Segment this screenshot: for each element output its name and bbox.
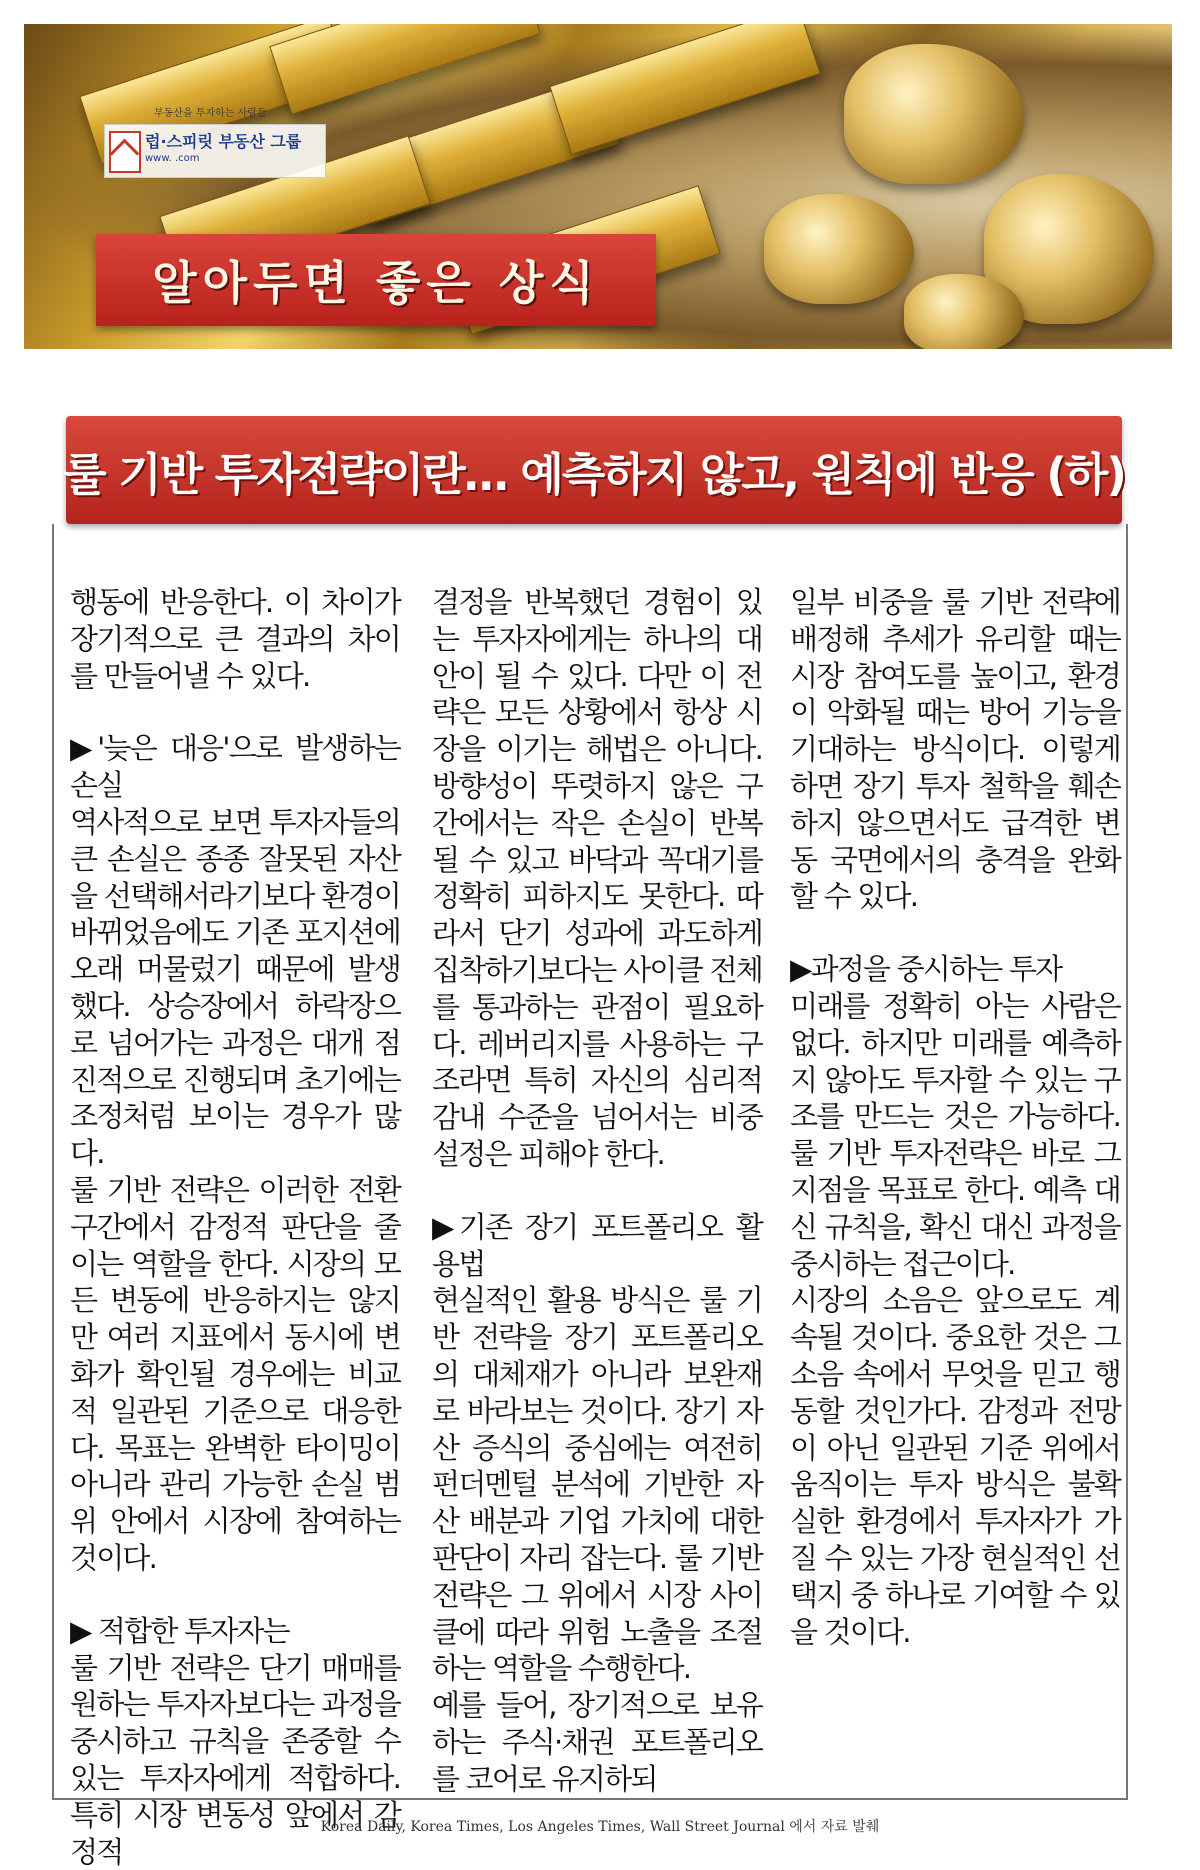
paragraph: 시장의 소음은 앞으로도 계속될 것이다. 중요한 것은 그 소음 속에서 무엇을 믿고 행동할 것인가다. 감정과 전망이 아닌 일관된 기준 위에서 움직이는 투자 방식은 불확실한 환경에서 투자자가 가질 수 있는 가장 현실적인 선택지 중 하나로 기여할 수 있을 것이다. [790,1283,1120,1649]
paragraph: 행동에 반응한다. 이 차이가 장기적으로 큰 결과의 차이를 만들어낼 수 있다. [70,585,400,693]
article-column-1 [70,584,400,1870]
logo-url: www. .com [145,153,200,164]
gold-nugget-image [764,194,914,304]
article-headline: 룰 기반 투자전략이란… 예측하지 않고, 원칙에 반응 (하) [63,447,1125,501]
paragraph: 결정을 반복했던 경험이 있는 투자자에게는 하나의 대안이 될 수 있다. 다만 이 전략은 모든 상황에서 항상 시장을 이기는 해법은 아니다. 방향성이 뚜렷하지 않은 구간에서는 작은 손실이 반복될 수 있고 바닥과 꼭대기를 정확히 피하지도 못한다. 따라서 단기 성과에 과도하게 집착하기보다는 사이클 전체를 통과하는 관점이 필요하다. 레버리지를 사용하는 구조라면 특히 자신의 심리적 감내 수준을 넘어서는 비중 설정은 피해야 한다. [432,585,762,1171]
subheading: ▶과정을 중시하는 투자 [790,952,1062,987]
paragraph: 룰 기반 전략은 이러한 전환 구간에서 감정적 판단을 줄이는 역할을 한다. 시장의 모든 변동에 반응하지는 않지만 여러 지표에서 동시에 변화가 확인될 경우에는 비교적 일관된 기준으로 대응한다. 목표는 완벽한 타이밍이 아니라 관리 가능한 손실 범위 안에서 시장에 참여하는 것이다. [70,1172,400,1575]
house-logo-icon [109,131,141,173]
paragraph: 룰 기반 전략은 단기 매매를 원하는 투자자보다는 과정을 중시하고 규칙을 존중할 수 있는 투자자에게 적합하다. 특히 시장 변동성 앞에서 감정적 [70,1650,400,1869]
article-column-3 [790,584,1120,1650]
paragraph: 예를 들어, 장기적으로 보유하는 주식·채권 포트폴리오를 코어로 유지하되 [432,1688,762,1796]
paragraph: 미래를 정확히 아는 사람은 없다. 하지만 미래를 예측하지 않아도 투자할 수 있는 구조를 만드는 것은 가능하다. 룰 기반 투자전략은 바로 그 지점을 목표로 한다. 예측 대신 규칙을, 확신 대신 과정을 중시하는 접근이다. [790,988,1120,1281]
paragraph-gap [432,1173,762,1209]
logo-name: 럽·스피릿 부동산 그룹 [145,132,302,151]
header-banner [24,24,1172,349]
company-logo [104,124,326,178]
article-headline-bar [63,416,1125,524]
gold-nugget-image [844,44,1024,184]
paragraph: 역사적으로 보면 투자자들의 큰 손실은 종종 잘못된 자산을 선택해서라기보다 환경이 바뀌었음에도 기존 포지션에 오래 머물렀기 때문에 발생했다. 상승장에서 하락장으로 넘어가는 과정은 대개 점진적으로 진행되며 초기에는 조정처럼 보이는 경우가 많다. [70,804,400,1171]
subheading: ▶ 적합한 투자자는 [70,1613,289,1648]
paragraph-gap [70,694,400,730]
paragraph: 일부 비중을 룰 기반 전략에 배정해 추세가 유리할 때는 시장 참여도를 높이고, 환경이 악화될 때는 방어 기능을 기대하는 방식이다. 이렇게 하면 장기 투자 철학을 훼손하지 않으면서도 급격한 변동 국면에서의 충격을 완화할 수 있다. [790,585,1120,914]
section-title: 알아두면 좋은 상식 [152,256,600,310]
paragraph-gap [790,915,1120,951]
article-column-2 [432,584,762,1798]
subheading: ▶기존 장기 포트폴리오 활용법 [432,1209,762,1281]
source-credit: Korea Daily, Korea Times, Los Angeles Times, Wall Street Journal 에서 자료 발췌 [320,1819,880,1835]
section-title-box [96,234,656,326]
paragraph-gap [70,1577,400,1613]
gold-bar-image [269,24,540,115]
gold-bar-image [549,24,820,155]
logo-tagline: 부동산을 투자하는 사람들 [154,108,267,119]
paragraph: 현실적인 활용 방식은 룰 기반 전략을 장기 포트폴리오의 대체재가 아니라 보완재로 바라보는 것이다. 장기 자산 증식의 중심에는 여전히 펀더멘털 분석에 기반한 자산 배분과 기업 가치에 대한 판단이 자리 잡는다. 룰 기반 전략은 그 위에서 시장 사이클에 따라 위험 노출을 조절하는 역할을 수행한다. [432,1283,762,1686]
subheading: ▶'늦은 대응'으로 발생하는 손실 [70,731,400,803]
